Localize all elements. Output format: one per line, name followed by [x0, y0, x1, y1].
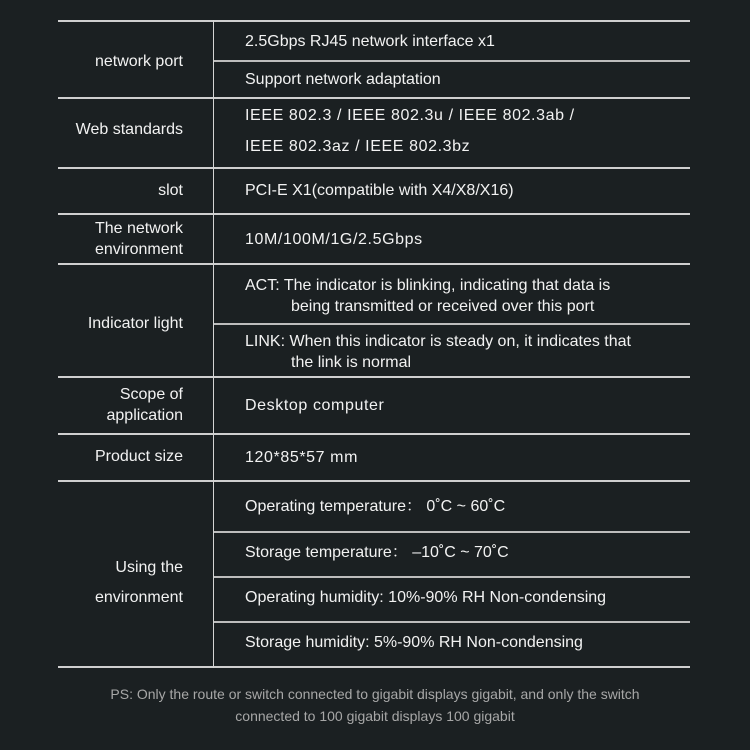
- divider: [213, 531, 690, 533]
- divider: [58, 376, 690, 378]
- row-label-scope-of-application: Scope of application: [106, 386, 183, 424]
- divider: [58, 213, 690, 215]
- row-label-slot: slot: [158, 182, 183, 199]
- divider: [213, 323, 690, 325]
- storage-humidity-value: Storage humidity: 5%-90% RH Non-condensing: [245, 634, 583, 651]
- indicator-link-description: LINK: When this indicator is steady on, it indicates that the link is normal: [245, 333, 631, 371]
- divider: [58, 20, 690, 22]
- divider: [58, 666, 690, 668]
- row-label-web-standards: Web standards: [75, 121, 183, 138]
- network-environment-value: 10M/100M/1G/2.5Gbps: [245, 231, 423, 248]
- operating-humidity-value: Operating humidity: 10%-90% RH Non-condensing: [245, 589, 607, 606]
- row-label-indicator-light: Indicator light: [87, 315, 183, 332]
- divider: [58, 480, 690, 482]
- divider: [58, 97, 690, 99]
- slot-value: PCI-E X1(compatible with X4/X8/X16): [245, 182, 514, 199]
- indicator-act-description: ACT: The indicator is blinking, indicating that data is being transmitted or received over this port: [245, 277, 611, 315]
- footnote: PS: Only the route or switch connected to gigabit displays gigabit, and only the switch connected to 100 gigabit displays 100 gigabit: [110, 686, 640, 724]
- scope-value: Desktop computer: [245, 397, 385, 414]
- storage-temperature-value: Storage temperature： –10˚C ~ 70˚C: [245, 544, 509, 561]
- web-standards-value-1: IEEE 802.3 / IEEE 802.3u / IEEE 802.3ab /: [245, 107, 575, 124]
- row-label-network-port: network port: [94, 53, 183, 70]
- product-size-value: 120*85*57 mm: [245, 449, 359, 466]
- row-label-product-size: Product size: [94, 448, 183, 465]
- row-label-network-environment: The network environment: [94, 220, 183, 258]
- divider: [213, 576, 690, 578]
- divider: [213, 621, 690, 623]
- divider: [213, 60, 690, 62]
- divider: [58, 433, 690, 435]
- network-port-value-1: 2.5Gbps RJ45 network interface x1: [245, 33, 495, 50]
- divider: [58, 167, 690, 169]
- row-label-using-environment: Using the environment: [94, 559, 183, 606]
- network-port-value-2: Support network adaptation: [245, 71, 441, 88]
- operating-temperature-value: Operating temperature： 0˚C ~ 60˚C: [245, 498, 506, 515]
- divider: [58, 263, 690, 265]
- column-divider: [213, 20, 214, 668]
- web-standards-value-2: IEEE 802.3az / IEEE 802.3bz: [245, 138, 471, 155]
